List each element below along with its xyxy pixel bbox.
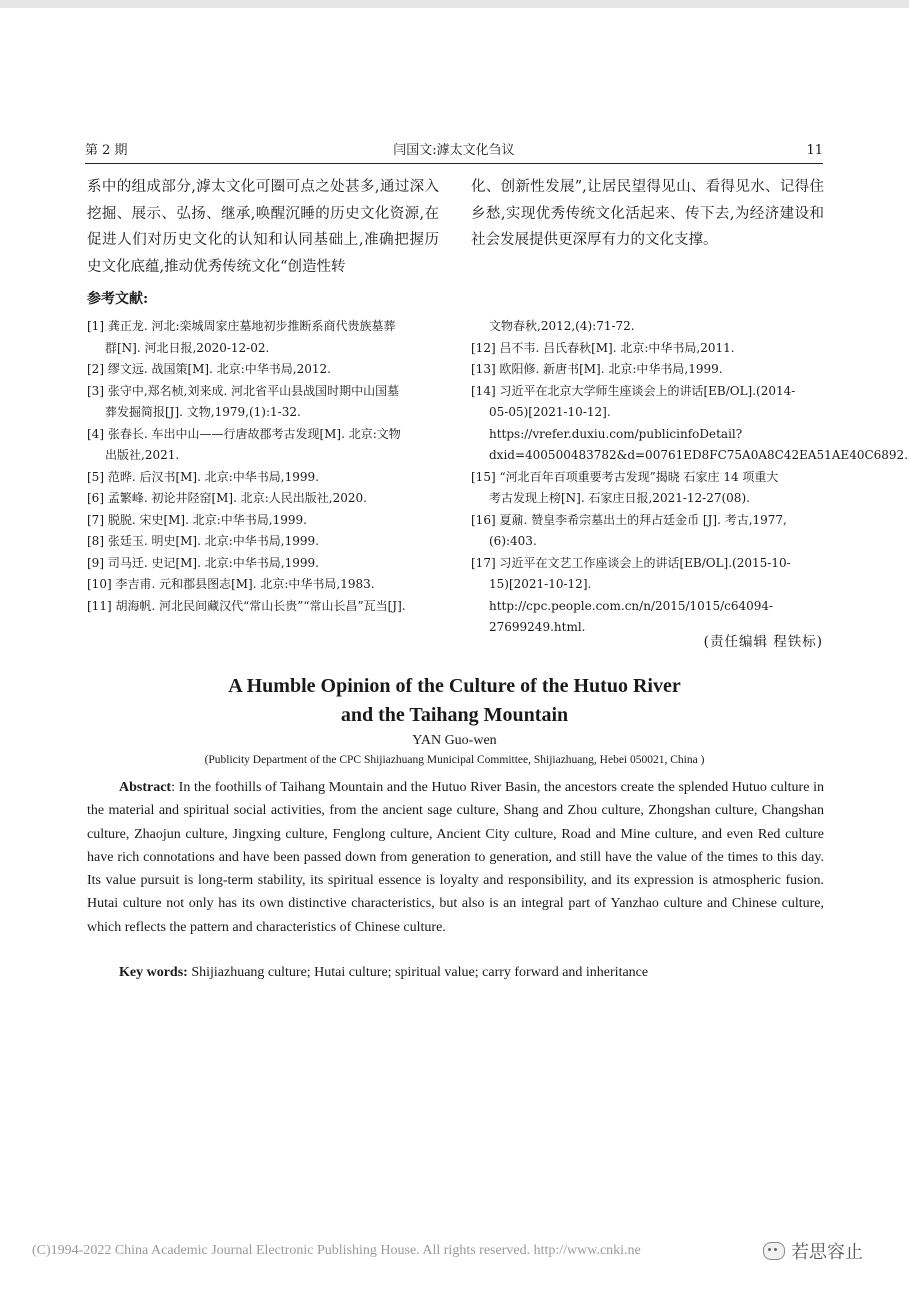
author-name: YAN Guo-wen	[412, 733, 497, 748]
running-header	[85, 141, 823, 161]
page-number: 11	[806, 143, 823, 158]
reference-item	[471, 316, 829, 338]
watermark	[763, 1236, 863, 1266]
reference-text: [5] 范晔. 后汉书[M]. 北京:中华书局,1999.	[87, 469, 319, 484]
body-paragraph-right: 化、创新性发展”,让居民望得见山、看得见水、记得住乡愁,实现优秀传统文化活起来、传下去,为经济建设和社会发展提供更深厚有力的文化支撑。	[471, 179, 824, 248]
reference-text: [2] 缪文远. 战国策[M]. 北京:中华书局,2012.	[87, 362, 331, 376]
abstract-text: : In the foothills of Taihang Mountain and the Hutuo River Basin, the ancestors create the splended Hutuo culture in the material and spiritual social activities, from the ancient sage culture, Shang and Zhou culture, Zhongshan culture, Changshan culture, Zhaojun culture, Jingxing culture, Fenglong culture, Ancient City culture, Road and Mine culture, and even Red culture have rich connotations and have been passed down from generation to generation, and still have the value of the times to this day. Its value pursuit is long-term stability, its spiritual essence is loyalty and responsibility, and its expression is atmospheric fusion. Hutai culture not only has its own distinctive characteristics, but also is an integral part of Yanzhao culture and Chinese culture, which reflects the pattern and characteristics of Chinese culture.	[87, 780, 824, 935]
keywords-label: Key words:	[119, 965, 188, 980]
reference-item	[87, 574, 445, 596]
reference-item	[471, 510, 829, 553]
wechat-icon	[763, 1242, 785, 1260]
references-left	[87, 316, 445, 617]
reference-item	[471, 553, 829, 639]
reference-text: [12] 吕不韦. 吕氏春秋[M]. 北京:中华书局,2011.	[471, 340, 735, 355]
watermark-text: 若思容止	[791, 1242, 863, 1263]
keywords	[119, 965, 648, 981]
body-right-column	[471, 174, 824, 254]
issue-label: 第 2 期	[85, 143, 128, 158]
reference-continuation: 群[N]. 河北日报,2020-12-02.	[105, 340, 270, 355]
author-affiliation: (Publicity Department of the CPC Shijiazhuang Municipal Committee, Shijiazhuang, Hebei 050021, China )	[204, 754, 705, 766]
reference-text: [8] 张廷玉. 明史[M]. 北京:中华书局,1999.	[87, 534, 319, 548]
reference-item	[87, 381, 445, 424]
body-paragraph-left: 系中的组成部分,滹太文化可圈可点之处甚多,通过深入挖掘、展示、弘扬、继承,唤醒沉睡的历史文化资源,在促进人们对历史文化的认知和认同基础上,准确把握历史文化底蕴,推动优秀传统文化“创造性转	[87, 179, 439, 275]
reference-item	[87, 316, 445, 359]
header-rule	[85, 163, 823, 164]
reference-text: [11] 胡海帆. 河北民间藏汉代“常山长贵”“常山长昌”瓦当[J].	[87, 598, 406, 613]
responsible-editor: (责任编辑 程铁标)	[703, 634, 823, 650]
english-title-line-1: A Humble Opinion of the Culture of the Hutuo River	[228, 675, 681, 697]
reference-item	[471, 359, 829, 381]
reference-continuation: 文物春秋,2012,(4):71-72.	[489, 319, 635, 333]
abstract	[87, 776, 824, 939]
reference-text: [4] 张春长. 车出中山——行唐故郡考古发现[M]. 北京:文物	[87, 426, 401, 441]
reference-item	[87, 424, 445, 467]
english-title-line-2: and the Taihang Mountain	[340, 704, 569, 726]
reference-text: [15] “河北百年百项重要考古发现”揭晓 石家庄 14 项重大	[471, 469, 779, 484]
reference-item	[471, 381, 909, 467]
reference-item	[471, 467, 829, 510]
references-heading: 参考文献:	[87, 291, 149, 307]
reference-text: [7] 脱脱. 宋史[M]. 北京:中华书局,1999.	[87, 512, 307, 527]
running-title: 闫国文:滹太文化刍议	[393, 143, 515, 158]
reference-continuation: 05-05)[2021-10-12]. https://vrefer.duxiu.com/publicinfoDetail?dxid=400500483782&d=00761ED8FC75A0A8C42EA51AE40C6892.	[489, 405, 909, 462]
reference-continuation: 15)[2021-10-12]. http://cpc.people.com.cn/n/2015/1015/c64094-27699249.html.	[489, 577, 774, 634]
reference-text: [1] 龚正龙. 河北:栾城周家庄墓地初步推断系商代贵族墓葬	[87, 319, 396, 333]
reference-item	[87, 467, 445, 489]
reference-text: [10] 李吉甫. 元和郡县图志[M]. 北京:中华书局,1983.	[87, 577, 375, 591]
reference-text: [16] 夏鼐. 赞皇李希宗墓出土的拜占廷金币 [J]. 考古,1977,	[471, 512, 787, 527]
reference-continuation: 考古发现上榜[N]. 石家庄日报,2021-12-27(08).	[489, 491, 750, 505]
reference-text: [14] 习近平在北京大学师生座谈会上的讲话[EB/OL].(2014-	[471, 383, 796, 398]
reference-continuation: (6):403.	[489, 534, 537, 548]
reference-text: [9] 司马迁. 史记[M]. 北京:中华书局,1999.	[87, 555, 319, 570]
top-band	[0, 0, 909, 8]
reference-item	[87, 553, 445, 575]
reference-item	[87, 488, 445, 510]
reference-item	[87, 596, 445, 618]
reference-text: [6] 孟繁峰. 初论井陉窑[M]. 北京:人民出版社,2020.	[87, 491, 367, 505]
reference-continuation: 葬发掘简报[J]. 文物,1979,(1):1-32.	[105, 405, 301, 419]
reference-item	[87, 510, 445, 532]
reference-text: [17] 习近平在文艺工作座谈会上的讲话[EB/OL].(2015-10-	[471, 555, 791, 570]
keywords-text: Shijiazhuang culture; Hutai culture; spiritual value; carry forward and inheritance	[187, 965, 649, 980]
reference-text: [3] 张守中,郑名桢,刘来成. 河北省平山县战国时期中山国墓	[87, 383, 400, 398]
reference-text: [13] 欧阳修. 新唐书[M]. 北京:中华书局,1999.	[471, 362, 723, 376]
reference-item	[87, 531, 445, 553]
references-right	[471, 316, 909, 639]
reference-item	[87, 359, 445, 381]
english-title	[60, 672, 849, 730]
reference-continuation: 出版社,2021.	[105, 448, 180, 462]
copyright-footer: (C)1994-2022 China Academic Journal Electronic Publishing House. All rights reserved. http://www.cnki.ne	[32, 1243, 641, 1258]
reference-item	[471, 338, 829, 360]
abstract-label: Abstract	[119, 780, 172, 795]
body-left-column	[87, 174, 439, 280]
